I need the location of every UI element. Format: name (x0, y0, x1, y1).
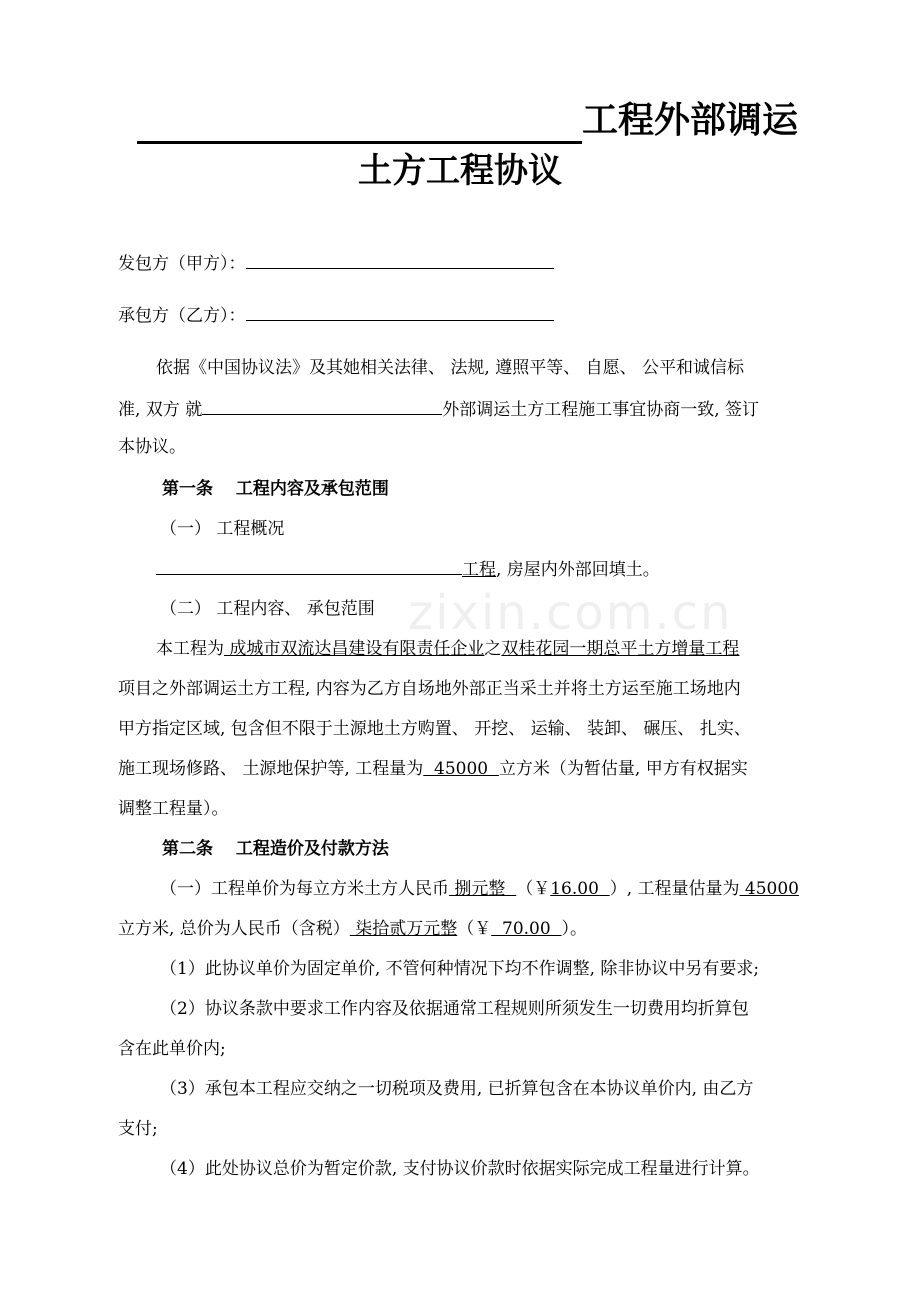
article-2-item-3-line-1: （3）承包本工程应交纳之一切税项及费用, 已折算包含在本协议单价内, 由乙方 (160, 1079, 754, 1099)
party-b-label: 承包方（乙方）： (118, 306, 246, 326)
article-2-item-4: （4）此处协议总价为暂定价款, 支付协议价款时依据实际完成工程量进行计算。 (160, 1159, 760, 1179)
work-quantity: 45000 (423, 759, 499, 779)
contractor-company: 成城市双流达昌建设有限责任企业 (224, 639, 485, 659)
intro-project-blank (202, 396, 442, 415)
article-1-p5: 调整工程量）。 (118, 799, 229, 819)
article-2-item-2-line-1: （2）协议条款中要求工作内容及依据通常工程规则所须发生一切费用均折算包 (160, 999, 749, 1019)
article-1-p1: 本工程为 成城市双流达昌建设有限责任企业之双桂花园一期总平土方增量工程 (156, 639, 740, 659)
project-name: 双桂花园一期总平土方增量工程 (501, 639, 740, 659)
project-name-blank (137, 101, 582, 144)
intro-line-1: 依据《中国协议法》及其她相关法律、 法规, 遵照平等、 自愿、 公平和诚信标 (156, 358, 745, 378)
intro-line-2: 准, 双方 就 外部调运土方工程施工事宜协商一致, 签订 (118, 396, 759, 423)
overview-blank (156, 556, 462, 575)
party-a-label: 发包方（甲方）： (118, 254, 246, 274)
article-1-overview: 工程, 房屋内外部回填土。 (156, 556, 660, 583)
party-b-blank (246, 302, 554, 321)
party-b-line (118, 302, 554, 329)
party-a-blank (246, 250, 554, 269)
title-line-2: 土方工程协议 (358, 151, 562, 191)
estimated-quantity: 45000 (739, 879, 799, 899)
watermark: zixin.com.cn (408, 585, 733, 641)
article-2-line-1: （一）工程单价为每立方米土方人民币 捌元整 （￥16.00 ）, 工程量估量为 45000 (160, 879, 799, 899)
article-2-line-2: 立方米, 总价为人民币（含税） 柒拾贰万元整（￥ 70.00 ）。 (118, 919, 588, 939)
article-2-item-1: （1）此协议单价为固定单价, 不管何种情况下均不作调整, 除非协议中另有要求; (160, 959, 760, 979)
title-line-1 (137, 98, 798, 144)
unit-price-words: 捌元整 (449, 879, 517, 899)
article-2-item-3-line-2: 支付; (118, 1119, 158, 1139)
article-1-sub-2: （二） 工程内容、 承包范围 (160, 599, 375, 619)
article-1-p2: 项目之外部调运土方工程, 内容为乙方自场地外部正当采土并将土方运至施工场地内 (118, 679, 741, 699)
article-2-heading: 第二条 工程造价及付款方法 (162, 839, 389, 859)
total-price: 70.00 (491, 919, 562, 939)
article-1-p3: 甲方指定区域, 包含但不限于土源地土方购置、 开挖、 运输、 装卸、 碾压、 扎实、 (118, 719, 751, 739)
article-1-p4: 施工现场修路、 土源地保护等, 工程量为 45000 立方米（为暂估量, 甲方有权据实 (118, 759, 748, 779)
article-1-sub-1: （一） 工程概况 (160, 519, 285, 539)
party-a-line (118, 250, 554, 277)
article-2-item-2-line-2: 含在此单价内; (118, 1039, 226, 1059)
article-1-heading: 第一条 工程内容及承包范围 (162, 479, 389, 499)
intro-line-3: 本协议。 (118, 437, 186, 457)
unit-price: 16.00 (550, 879, 610, 899)
total-price-words: 柒拾贰万元整 (349, 919, 458, 939)
overview-underlined: 工程 (462, 560, 496, 580)
title-suffix: 工程外部调运 (582, 100, 799, 141)
